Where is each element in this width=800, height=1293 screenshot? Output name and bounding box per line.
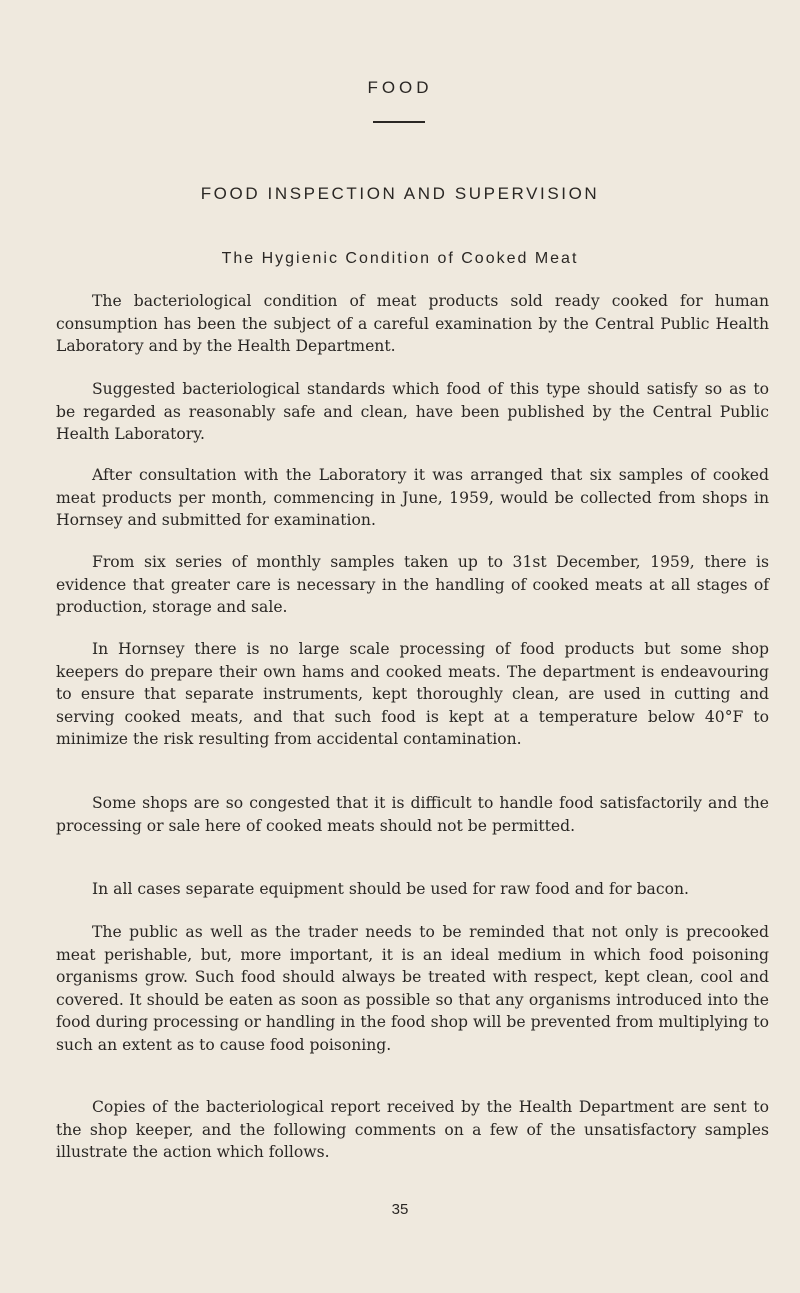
- paragraph: Copies of the bacteriological report received by the Health Department are sent to the shop keeper, and the following comments on a few of the unsatisfactory samples illustrate the action which follows.: [56, 1098, 769, 1161]
- subheading: The Hygienic Condition of Cooked Meat: [221, 250, 579, 267]
- section-heading: FOOD INSPECTION AND SUPERVISION: [200, 184, 600, 203]
- paragraph: The bacteriological condition of meat products sold ready cooked for human consumption has been the subject of a careful examination by the Central Public Health Laboratory and by the Health Department.: [56, 292, 769, 355]
- paragraph: In Hornsey there is no large scale processing of food products but some shop keepers do prepare their own hams and cooked meats. The department is endeavouring to ensure that separate instruments, kept thoroughly clean, are used in cutting and serving cooked meats, and that such food is kept at a temperature below 40°F to minimize the risk resulting from accidental contamination.: [56, 640, 769, 748]
- page-number: 35: [391, 1201, 409, 1218]
- title-rule: [373, 121, 425, 123]
- paragraph: From six series of monthly samples taken up to 31st December, 1959, there is evidence that greater care is necessary in the handling of cooked meats at all stages of production, storage and sale.: [56, 553, 769, 616]
- page-title: FOOD: [367, 78, 433, 97]
- paragraph: In all cases separate equipment should be used for raw food and for bacon.: [92, 880, 689, 898]
- paragraph: Suggested bacteriological standards which food of this type should satisfy so as to be regarded as reasonably safe and clean, have been published by the Central Public Health Laboratory.: [56, 380, 769, 443]
- paragraph: The public as well as the trader needs to be reminded that not only is precooked meat perishable, but, more important, it is an ideal medium in which food poisoning organisms grow. Such food should always be treated with respect, kept clean, cool and covered. It should be eaten as soon as possible so that any organisms introduced into the food during processing or handling in the food shop will be prevented from multiplying to such an extent as to cause food poisoning.: [56, 923, 769, 1054]
- paragraph: After consultation with the Laboratory it was arranged that six samples of cooked meat products per month, commencing in June, 1959, would be collected from shops in Hornsey and submitted for examination.: [56, 466, 769, 529]
- paragraph: Some shops are so congested that it is difficult to handle food satisfactorily and the processing or sale here of cooked meats should not be permitted.: [56, 794, 769, 835]
